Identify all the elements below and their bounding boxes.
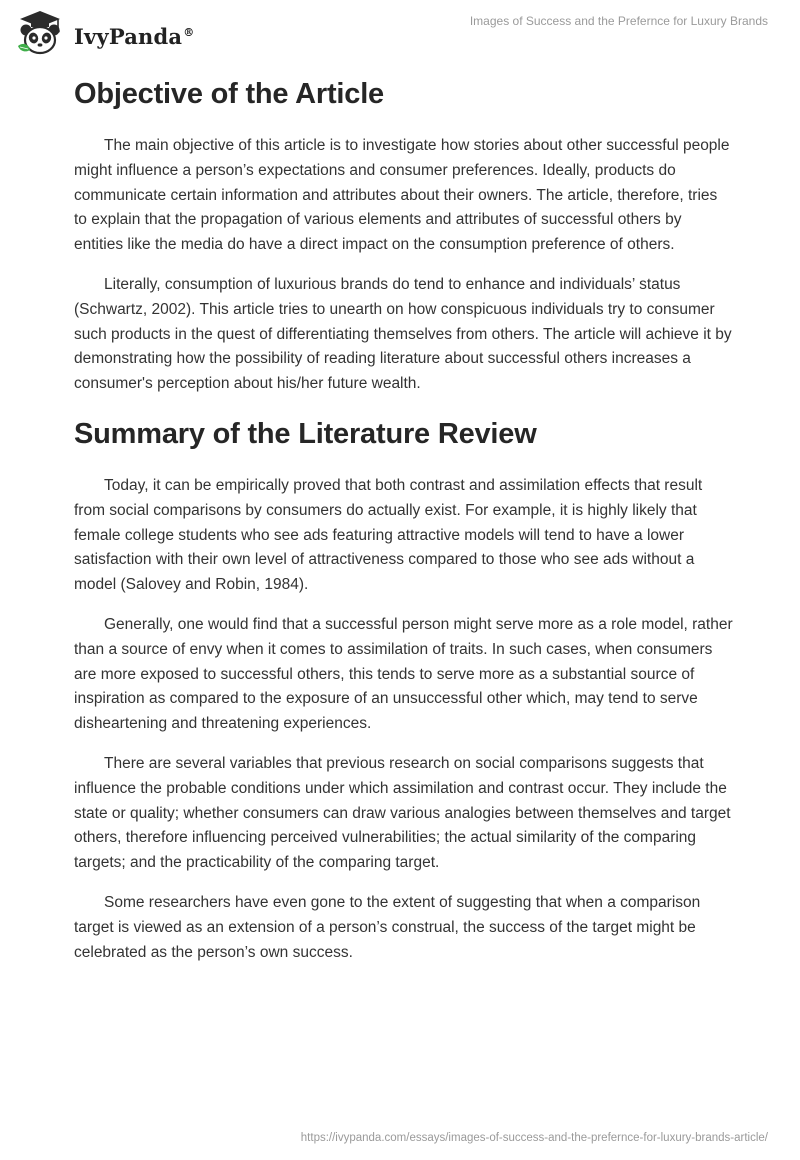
paragraph: There are several variables that previous research on social comparisons suggests that influence the probable conditions under which assimilation and contrast occur. They include the state or quality; whether consumers can draw various analogies between themselves and target others, therefore influencing perceived vulnerabilities; the actual similarity of the comparing targets; and the practicability of the comparing target. <box>74 754 731 872</box>
page-header <box>0 0 800 70</box>
document-title: Images of Success and the Prefernce for Luxury Brands <box>469 14 768 28</box>
ivypanda-logo[interactable] <box>14 8 204 60</box>
paragraph: Generally, one would find that a successful person might serve more as a role model, rather than a source of envy when it comes to assimilation of traits. In such cases, when consumers are more exposed to successful others, this tends to serve more as a substantial source of inspiration as compared to the exposure of an unsuccessful other which, may tend to serve disheartening and threatening experiences. <box>74 615 733 733</box>
paragraph: The main objective of this article is to investigate how stories about other successful people might influence a person’s expectations and consumer preferences. Ideally, products do communicate certain information and attributes about their owners. The article, therefore, tries to explain that the propagation of various elements and attributes of successful others by entities like the media do have a direct impact on the consumption preference of others. <box>74 137 730 254</box>
section-heading-literature-review: Summary of the Literature Review <box>74 417 537 450</box>
article-body <box>74 70 734 980</box>
paragraph: Literally, consumption of luxurious brands do tend to enhance and individuals’ status (Schwartz, 2002). This article tries to unearth on how conspicuous individuals try to consumer such products in the quest of differentiating themselves from others. The article will achieve it by demonstrating how the possibility of reading literature about successful others increases a consumer's perception about his/her future wealth. <box>74 275 732 393</box>
paragraph: Today, it can be empirically proved that both contrast and assimilation effects that result from social comparisons by consumers do actually exist. For example, it is highly likely that female college students who see ads featuring attractive models will tend to have a lower satisfaction with their own level of attractiveness compared to those who see ads without a model (Salovey and Robin, 1984). <box>74 476 703 594</box>
paragraph: Some researchers have even gone to the extent of suggesting that when a comparison target is viewed as an extension of a person’s construal, the success of the target might be celebrated as the person’s own success. <box>74 893 701 961</box>
brand-name: IvyPanda® <box>74 23 195 49</box>
panda-graduate-icon <box>14 8 66 60</box>
source-url-link[interactable]: https://ivypanda.com/essays/images-of-success-and-the-prefernce-for-luxury-brands-article/ <box>300 1132 768 1144</box>
section-heading-objective: Objective of the Article <box>74 78 384 110</box>
